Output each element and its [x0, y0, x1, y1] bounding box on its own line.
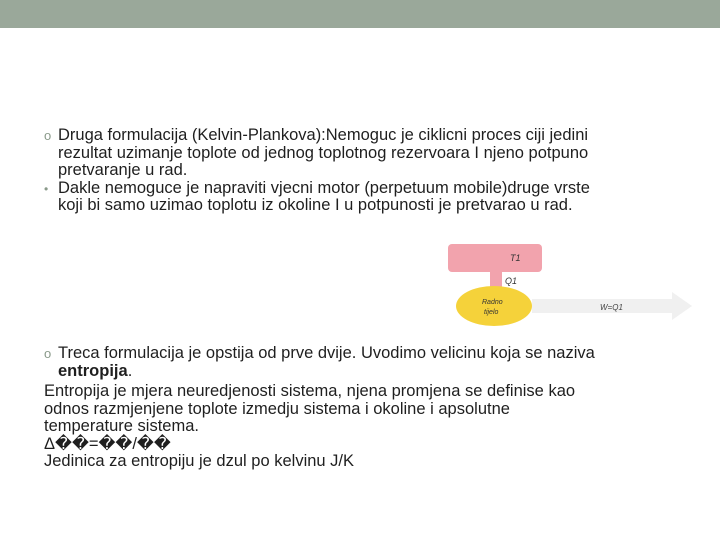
bullet-dot-icon: •	[44, 181, 49, 196]
bullet-line: Treca formulacija je opstija od prve dvije. Uvodimo velicinu koja se naziva	[58, 344, 595, 362]
work-label: W=Q1	[600, 303, 623, 312]
period: .	[127, 361, 133, 380]
bullet-circle-icon: o	[44, 346, 52, 361]
definition-line: Entropija je mjera neuredjenosti sistema, njena promjena se definise kao	[44, 382, 576, 400]
entropy-bullet	[44, 345, 694, 380]
work-arrow-head	[672, 292, 692, 320]
bullet-perpetuum-mobile	[44, 180, 694, 215]
bullet-kelvin-planck	[44, 127, 694, 180]
entropy-term: entropija	[58, 361, 128, 380]
entropy-definition	[44, 383, 694, 471]
engine-label-2: tijelo	[484, 309, 499, 316]
entropy-formula: Δ��=��/��	[44, 434, 171, 453]
engine-label-1: Radno	[482, 299, 503, 306]
definition-line: temperature sistema.	[44, 417, 199, 435]
engine-circle	[456, 286, 532, 326]
bullet-line: pretvaranje u rad.	[58, 161, 188, 179]
kelvin-planck-bullets	[44, 127, 694, 215]
entropy-unit-line: Jedinica za entropiju je dzul po kelvinu J/K	[44, 452, 355, 470]
reservoir-box	[448, 244, 542, 272]
bullet-line: koji bi samo uzimao toplotu iz okoline I u potpunosti je pretvarao u rad.	[58, 196, 573, 214]
bullet-third-formulation	[44, 345, 694, 380]
reservoir-label: T1	[510, 253, 521, 263]
bullet-line	[58, 363, 694, 381]
bullet-circle-icon: o	[44, 128, 52, 143]
bullet-line: Dakle nemoguce je napraviti vjecni motor (perpetuum mobile)druge vrste	[58, 178, 590, 197]
definition-line: odnos razmjenjene toplote izmedju sistema i okoline i apsolutne	[44, 399, 510, 418]
bullet-line: Druga formulacija (Kelvin-Plankova):Nemoguc je ciklicni proces ciji jedini	[58, 126, 589, 144]
bullet-line: rezultat uzimanje toplote od jednog toplotnog rezervoara I njeno potpuno	[58, 143, 589, 162]
title-bar	[0, 0, 720, 28]
heat-label: Q1	[505, 276, 518, 286]
heat-engine-diagram	[420, 244, 700, 328]
